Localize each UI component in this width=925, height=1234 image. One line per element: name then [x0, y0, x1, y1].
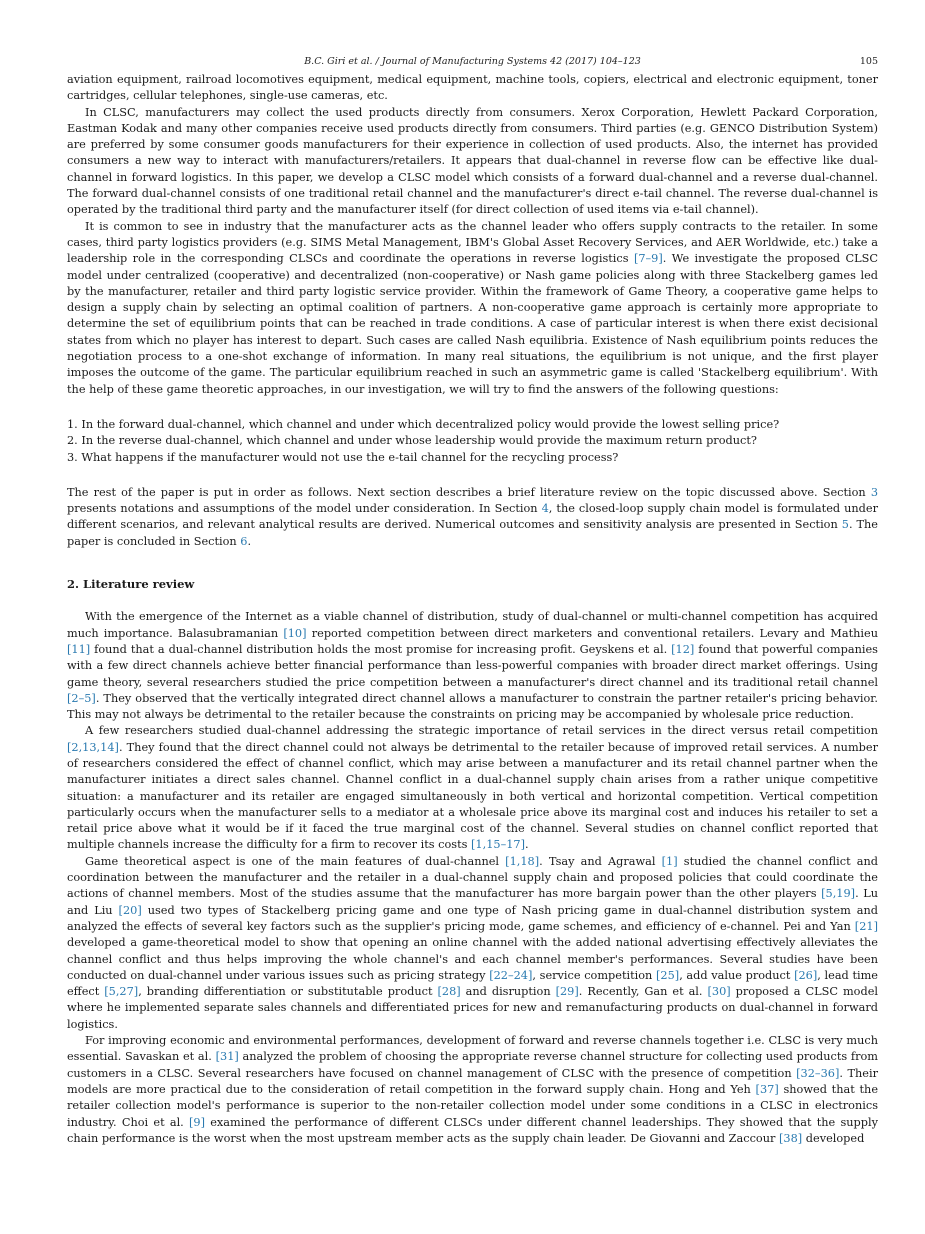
paragraph-text: examined the performance of different CLSCs under different channel leaderships. They showed that the supply chain performance is the worst when the most upstream member acts as the supply chain leader. De Giovanni and Zaccour — [67, 1115, 878, 1145]
paragraph-text: used two types of Stackelberg pricing game and one type of Nash pricing game in dual-channel distribution system and analyzed the effects of several key factors such as the supplier's pricing mode, game schemes, and efficiency of e-channel. Pei and Yan — [67, 903, 878, 933]
intro-paragraph-1: aviation equipment, railroad locomotives equipment, medical equipment, machine tools, copiers, electrical and electronic equipment, toner cartridges, cellular telephones, single-use cameras, etc. — [67, 73, 878, 103]
citation-link[interactable]: [5,19] — [821, 887, 856, 901]
intro-paragraph-3: It is common to see in industry that the manufacturer acts as the channel leader who offers supply contracts to the retailer. In some cases, third party logistics providers (e.g. SIMS Metal Management, IBM's Global Asset Recovery Services, and AER Worldwide, etc.) take a leadership role in the corresponding CLSCs and coordinate the operations in reverse logistics [7–9]. We investigate the proposed CLSC model under centralized (cooperative) and decentralized (non-cooperative) or Nash game policies along with three Stackelberg games led by the manufacturer, retailer and third party logistic service provider. Within the framework of Game Theory, a cooperative game helps to design a supply chain by selecting an optimal coalition of partners. A non-cooperative game approach is certainly more appropriate to determine the set of equilibrium points that can be reached in trade conditions. A case of particular interest is when there exist decisional states from which no player has interest to depart. Such cases are called Nash equilibria. Existence of Nash equilibrium points reduces the negotiation process to a one-shot exchange of information. In many real situations, the equilibrium is not unique, and the first player imposes the outcome of the game. The particular equilibrium reached in such an asymmetric game is called 'Stackelberg equilibrium'. With the help of these game theoretic approaches, in our investigation, we will try to find the answers of the following questions: — [67, 219, 879, 396]
citation-link[interactable]: [21] — [854, 919, 878, 933]
paragraph-text: With the emergence of the Internet as a viable channel of distribution, study of dual-channel or multi-channel competition has acquired much importance. Balasubramanian — [67, 610, 878, 640]
citation-link[interactable]: [37] — [755, 1082, 779, 1096]
running-title: B.C. Giri et al. / Journal of Manufacturing Systems 42 (2017) 104–123 — [304, 56, 641, 67]
paragraph-text: . Their models are more practical due to the consideration of retail competition in the forward supply chain. Hong and Yeh — [67, 1066, 878, 1096]
paragraph-text: found that powerful companies with a few direct channels achieve better financial performance than less-powerful companies with broader direct market offerings. Using game theory, several researchers studied the price competition between a manufacturer's direct channel and its traditional retail channel — [67, 642, 878, 689]
paragraph-text: . Tsay and Agrawal — [539, 854, 662, 868]
page-number: 105 — [859, 56, 878, 67]
citation-link[interactable]: [32–36] — [796, 1066, 840, 1080]
paragraph-text: found that a dual-channel distribution holds the most promise for increasing profit. Geyskens et al. — [90, 642, 672, 656]
citation-link[interactable]: [31] — [215, 1050, 239, 1064]
paragraph-text: . Lu and Liu — [67, 887, 879, 917]
citation-link[interactable]: [11] — [67, 642, 91, 656]
paragraph-text: and disruption — [460, 985, 556, 999]
research-questions — [67, 417, 878, 466]
paragraph-text: , branding differentiation or substitutable product — [138, 985, 438, 999]
question-item: 1. In the forward dual-channel, which channel and under which decentralized policy would provide the lowest selling price? — [67, 417, 780, 431]
citation-link[interactable]: [2–5] — [67, 691, 96, 705]
citation-link[interactable]: [22–24] — [489, 968, 533, 982]
section-heading-literature-review: 2. Literature review — [67, 577, 195, 592]
paragraph-text: , lead time effect — [67, 968, 878, 999]
section-link-6[interactable]: 6 — [240, 534, 248, 548]
paragraph-text: studied the channel conflict and coordination between the manufacturer and the retailer in a dual-channel supply chain and proposed policies that could coordinate the actions of channel members. Most of the studies assume that the manufacturer has more bargain power than the other players — [67, 854, 878, 901]
citation-link[interactable]: [9] — [189, 1115, 206, 1129]
organization-paragraph: The rest of the paper is put in order as follows. Next section describes a brief literature review on the topic discussed above. Section 3 presents notations and assumptions of the model under consideration. In Section 4, the closed-loop supply chain model is formulated under different scenarios, and relevant analytical results are derived. Numerical outcomes and sensitivity analysis are presented in Section 5. The paper is concluded in Section 6. — [67, 485, 878, 548]
literature-paragraph-1 — [67, 609, 878, 723]
citation-link[interactable]: [26] — [794, 968, 818, 982]
section-link-5[interactable]: 5 — [841, 518, 849, 532]
question-item: 2. In the reverse dual-channel, which channel and under whose leadership would provide the maximum return product? — [67, 434, 757, 448]
paragraph-text: . They found that the direct channel could not always be detrimental to the retailer because of improved retail services. A number of researchers considered the effect of channel conflict, which may arise between a manufacturer and its retail channel partner when the manufacturer initiates a direct sales channel. Channel conflict in a dual-channel supply chain arises from a rather unique competitive situation: a manufacturer and its retailer are engaged simultaneously in both vertical and horizontal competition. Vertical competition particularly occurs when the manufacturer sells to a mediator at a wholesale price above its marginal cost and induces his retailer to set a retail price above what it would be if it faced the true marginal cost of the channel. Several studies on channel conflict reported that multiple channels increase the difficulty for a firm to recover its costs — [67, 740, 878, 852]
paragraph-text: Game theoretical aspect is one of the main features of dual-channel — [85, 854, 506, 868]
citation-link[interactable]: [20] — [118, 903, 142, 917]
intro-paragraph-2: In CLSC, manufacturers may collect the used products directly from consumers. Xerox Corporation, Hewlett Packard Corporation, Eastman Kodak and many other companies receive used products directly from consumers. Third parties (e.g. GENCO Distribution System) are preferred by some consumer goods manufacturers for their experience in collection of used products. Also, the internet has provided consumers a new way to interact with manufacturers/retailers. It appears that dual-channel in reverse flow can be effective like dual-channel in forward logistics. In this paper, we develop a CLSC model which consists of a forward dual-channel and a reverse dual-channel. The forward dual-channel consists of one traditional retail channel and the manufacturer's direct e-tail channel. The reverse dual-channel is operated by the traditional third party and the manufacturer itself (for direct collection of used items via e-tail channel). — [67, 105, 878, 217]
citation-link[interactable]: [1] — [661, 854, 678, 868]
citation-link[interactable]: [30] — [707, 985, 731, 999]
paragraph-text: , add value product — [679, 968, 795, 982]
paragraph-text: developed a game-theoretical model to show that opening an online channel with the added national advertising effectively alleviates the channel conflict and thus helps improving the whole channel's and each channel member's performances. Several studies have been conducted on dual-channel under various issues such as pricing strategy — [67, 936, 878, 982]
paragraph-text: A few researchers studied dual-channel addressing the strategic importance of retail services in the direct versus retail competition — [85, 724, 878, 738]
running-header — [67, 52, 878, 72]
literature-paragraph-3 — [67, 854, 878, 1033]
citation-link[interactable]: [29] — [555, 985, 579, 999]
question-item: 3. What happens if the manufacturer would not use the e-tail channel for the recycling process? — [67, 450, 619, 464]
paragraph-text: reported competition between direct marketers and conventional retailers. Levary and Mathieu — [306, 626, 878, 640]
citation-link[interactable]: [2,13,14] — [67, 740, 119, 754]
paragraph-text: , service competition — [532, 968, 656, 982]
citation-link[interactable]: [5,27] — [104, 985, 139, 999]
section-link-3[interactable]: 3 — [870, 485, 878, 499]
citation-link[interactable]: [25] — [655, 968, 680, 982]
citation-link[interactable]: [1,15–17] — [471, 838, 526, 852]
citation-link[interactable]: [10] — [283, 626, 307, 640]
paragraph-text: showed that the retailer collection model's performance is superior to the non-retailer collection model under some conditions in a CLSC in electronics industry. Choi et al. — [67, 1082, 878, 1129]
citation-link[interactable]: [28] — [437, 985, 461, 999]
citation-link[interactable]: [1,18] — [505, 854, 540, 868]
paragraph-text: For improving economic and environmental performances, development of forward and reverse channels together i.e. CLSC is very much essential. Savaskan et al. — [67, 1034, 878, 1064]
paragraph-text: developed — [802, 1131, 865, 1145]
citation-link[interactable]: [38] — [778, 1131, 803, 1145]
literature-paragraph-2 — [67, 723, 878, 853]
literature-paragraph-4 — [67, 1033, 878, 1147]
paper-page — [67, 0, 878, 1147]
citation-link[interactable]: [7–9] — [633, 252, 663, 266]
paragraph-text: . They observed that the vertically integrated direct channel allows a manufacturer to constrain the partner retailer's pricing behavior. This may not always be detrimental to the retailer because the constraints on pricing may be accompanied by wholesale price reduction. — [67, 691, 878, 722]
paragraph-text: . Recently, Gan et al. — [578, 985, 708, 999]
paragraph-text: analyzed the problem of choosing the appropriate reverse channel structure for collecting used products from customers in a CLSC. Several researchers have focused on channel management of CLSC with the presence of competition — [67, 1050, 878, 1080]
citation-link[interactable]: [12] — [671, 642, 695, 656]
section-link-4[interactable]: 4 — [541, 502, 549, 516]
paragraph-text: proposed a CLSC model where he implemented separate sales channels and differentiated prices for new and remanufacturing products on dual-channel in forward logistics. — [67, 985, 878, 1031]
paragraph-text: . — [525, 838, 529, 852]
